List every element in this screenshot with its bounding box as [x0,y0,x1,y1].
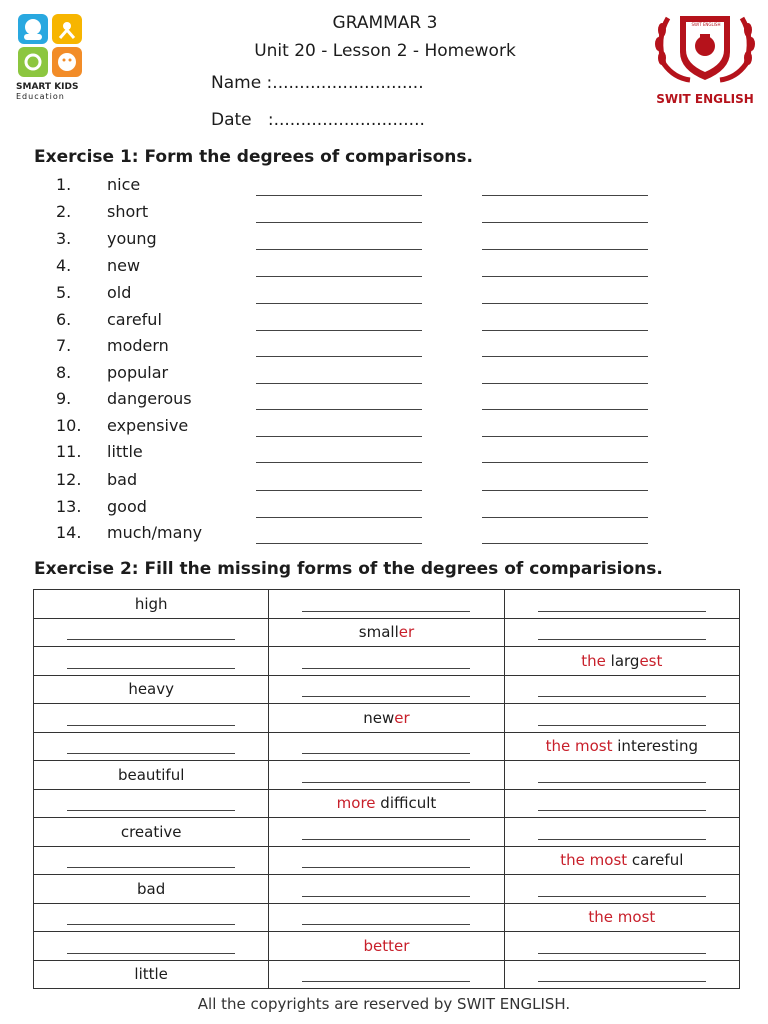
item-word: nice [107,175,141,194]
table-cell[interactable] [504,960,739,989]
answer-blank[interactable] [67,939,235,954]
table-cell[interactable] [34,647,269,676]
table-cell[interactable] [269,960,504,989]
answer-blank[interactable] [67,625,235,640]
answer-blank[interactable] [67,910,235,925]
item-number: 13. [56,497,82,516]
table-cell[interactable] [34,789,269,818]
table-cell[interactable] [269,903,504,932]
hint-red-text: the [581,651,611,670]
table-cell[interactable] [34,618,269,647]
superlative-blank[interactable] [482,517,648,518]
table-cell[interactable] [34,903,269,932]
answer-blank[interactable] [302,910,470,925]
table-cell[interactable] [504,704,739,733]
item-word: expensive [107,416,189,435]
answer-blank[interactable] [302,825,470,840]
table-cell [34,960,269,989]
comparative-blank[interactable] [256,303,422,304]
hint-red-text: the most [560,851,632,870]
superlative-blank[interactable] [482,222,648,223]
table-row [34,618,740,647]
copyright-footer: All the copyrights are reserved by SWIT ENGLISH. [197,995,571,1013]
table-cell [269,932,504,961]
exercise2-heading: Exercise 2: Fill the missing forms of the degrees of comparisions. [34,559,663,579]
page-title: GRAMMAR 3 [332,13,438,33]
item-number: 12. [56,470,82,489]
answer-blank[interactable] [302,654,470,669]
superlative-blank[interactable] [482,462,648,463]
table-row [34,761,740,790]
table-cell[interactable] [34,732,269,761]
hint-red-text: more [336,794,381,813]
answer-blank[interactable] [538,939,706,954]
exercise1-item [0,256,768,282]
item-word: dangerous [107,389,192,408]
cell-text: beautiful [117,765,185,784]
name-field[interactable]: Name :............................ [211,73,424,93]
smart-kids-logo-line1: SMART KIDS [16,82,79,92]
table-cell[interactable] [269,818,504,847]
table-cell [504,647,739,676]
item-number: 7. [56,336,72,355]
item-word: popular [107,363,169,382]
superlative-blank[interactable] [482,436,648,437]
comparative-blank[interactable] [256,276,422,277]
cell-text: little [134,965,168,984]
table-cell[interactable] [34,846,269,875]
table-row [34,875,740,904]
comparative-blank[interactable] [256,543,422,544]
table-cell [269,618,504,647]
answer-blank[interactable] [302,967,470,982]
comparative-blank[interactable] [256,222,422,223]
exercise1-item [0,336,768,362]
item-number: 1. [56,175,72,194]
answer-blank[interactable] [538,768,706,783]
answer-blank[interactable] [538,882,706,897]
smart-kids-logo-line2: Education [16,92,65,101]
table-cell [34,590,269,619]
hint-red-text: er [394,708,410,727]
exercise1-item [0,416,768,442]
answer-blank[interactable] [302,597,470,612]
hint-red-text: the most [588,908,656,927]
table-cell[interactable] [269,761,504,790]
exercise1-item [0,442,768,468]
answer-blank[interactable] [538,682,706,697]
table-cell[interactable] [269,875,504,904]
answer-blank[interactable] [67,654,235,669]
swit-english-crest-icon [650,8,760,88]
exercise1-item [0,202,768,228]
answer-blank[interactable] [67,853,235,868]
table-cell[interactable] [269,846,504,875]
swit-english-logo [650,8,760,104]
item-word: much/many [107,523,203,542]
item-word: bad [107,470,138,489]
table-cell[interactable] [504,789,739,818]
item-number: 9. [56,389,72,408]
table-cell[interactable] [269,732,504,761]
item-number: 2. [56,202,72,221]
table-cell [504,903,739,932]
item-word: modern [107,336,169,355]
cell-text: heavy [128,680,174,699]
table-row [34,704,740,733]
table-cell [34,675,269,704]
item-number: 11. [56,442,82,461]
exercise1-item [0,470,768,496]
answer-blank[interactable] [538,625,706,640]
swit-english-badge-text: SWIT ENGLISH [691,22,721,27]
answer-blank[interactable] [538,967,706,982]
item-number: 5. [56,283,72,302]
table-cell [34,875,269,904]
item-word: good [107,497,147,516]
comparative-blank[interactable] [256,195,422,196]
cell-text: interesting [617,737,699,756]
comparative-blank[interactable] [256,330,422,331]
date-field[interactable]: Date :............................ [211,110,425,130]
table-cell[interactable] [504,675,739,704]
comparative-blank[interactable] [256,490,422,491]
table-cell [34,761,269,790]
superlative-blank[interactable] [482,383,648,384]
table-cell [504,846,739,875]
comparative-blank[interactable] [256,356,422,357]
comparative-blank[interactable] [256,436,422,437]
exercise1-item [0,389,768,415]
table-cell[interactable] [269,590,504,619]
answer-blank[interactable] [302,853,470,868]
cell-text: small [358,623,399,642]
swit-english-caption: SWIT ENGLISH [656,92,754,106]
answer-blank[interactable] [302,768,470,783]
exercise1-item [0,310,768,336]
answer-blank[interactable] [538,825,706,840]
item-number: 3. [56,229,72,248]
item-number: 4. [56,256,72,275]
hint-red-text: the most [545,737,618,756]
superlative-blank[interactable] [482,543,648,544]
table-cell[interactable] [269,647,504,676]
superlative-blank[interactable] [482,330,648,331]
item-word: old [107,283,132,302]
table-cell[interactable] [34,704,269,733]
hint-red-text: better [363,936,410,955]
table-row [34,732,740,761]
superlative-blank[interactable] [482,249,648,250]
table-cell[interactable] [504,618,739,647]
answer-blank[interactable] [302,739,470,754]
cell-text: creative [120,822,182,841]
table-row [34,903,740,932]
comparative-blank[interactable] [256,249,422,250]
cell-text: careful [631,851,684,870]
table-cell[interactable] [504,590,739,619]
cell-text: bad [137,879,166,898]
comparative-blank[interactable] [256,517,422,518]
cell-text: larg [610,651,640,670]
table-row [34,932,740,961]
comparative-blank[interactable] [256,383,422,384]
answer-blank[interactable] [67,739,235,754]
superlative-blank[interactable] [482,356,648,357]
exercise2-table [33,589,740,989]
superlative-blank[interactable] [482,195,648,196]
superlative-blank[interactable] [482,490,648,491]
exercise1-item [0,497,768,523]
item-word: careful [107,310,162,329]
answer-blank[interactable] [538,796,706,811]
exercise1-item [0,363,768,389]
answer-blank[interactable] [67,711,235,726]
table-cell[interactable] [34,932,269,961]
exercise1-item [0,283,768,309]
table-cell [269,789,504,818]
table-row [34,818,740,847]
answer-blank[interactable] [538,711,706,726]
table-cell[interactable] [504,761,739,790]
hint-red-text: er [398,623,415,642]
cell-text: difficult [380,794,437,813]
exercise1-item [0,229,768,255]
table-cell[interactable] [504,932,739,961]
smart-kids-logo [16,12,88,102]
item-word: new [107,256,141,275]
table-row [34,789,740,818]
answer-blank[interactable] [67,796,235,811]
superlative-blank[interactable] [482,303,648,304]
item-number: 6. [56,310,72,329]
exercise1-item [0,175,768,201]
hint-red-text: est [639,651,663,670]
item-word: short [107,202,149,221]
cell-text: new [363,708,395,727]
item-word: young [107,229,157,248]
table-row [34,590,740,619]
table-cell[interactable] [504,818,739,847]
table-cell [34,818,269,847]
item-word: little [107,442,143,461]
table-row [34,960,740,989]
exercise1-heading: Exercise 1: Form the degrees of comparisons. [34,147,473,167]
table-cell [269,704,504,733]
comparative-blank[interactable] [256,462,422,463]
cell-text: high [134,594,168,613]
item-number: 10. [56,416,82,435]
table-cell [504,732,739,761]
table-row [34,846,740,875]
table-row [34,647,740,676]
table-cell[interactable] [504,875,739,904]
item-number: 14. [56,523,82,542]
table-row [34,675,740,704]
exercise1-item [0,523,768,549]
superlative-blank[interactable] [482,276,648,277]
smart-kids-logo-icon [16,12,86,78]
answer-blank[interactable] [302,882,470,897]
answer-blank[interactable] [538,597,706,612]
table-cell[interactable] [269,675,504,704]
page-subtitle: Unit 20 - Lesson 2 - Homework [254,41,516,61]
superlative-blank[interactable] [482,409,648,410]
comparative-blank[interactable] [256,409,422,410]
answer-blank[interactable] [302,682,470,697]
item-number: 8. [56,363,72,382]
